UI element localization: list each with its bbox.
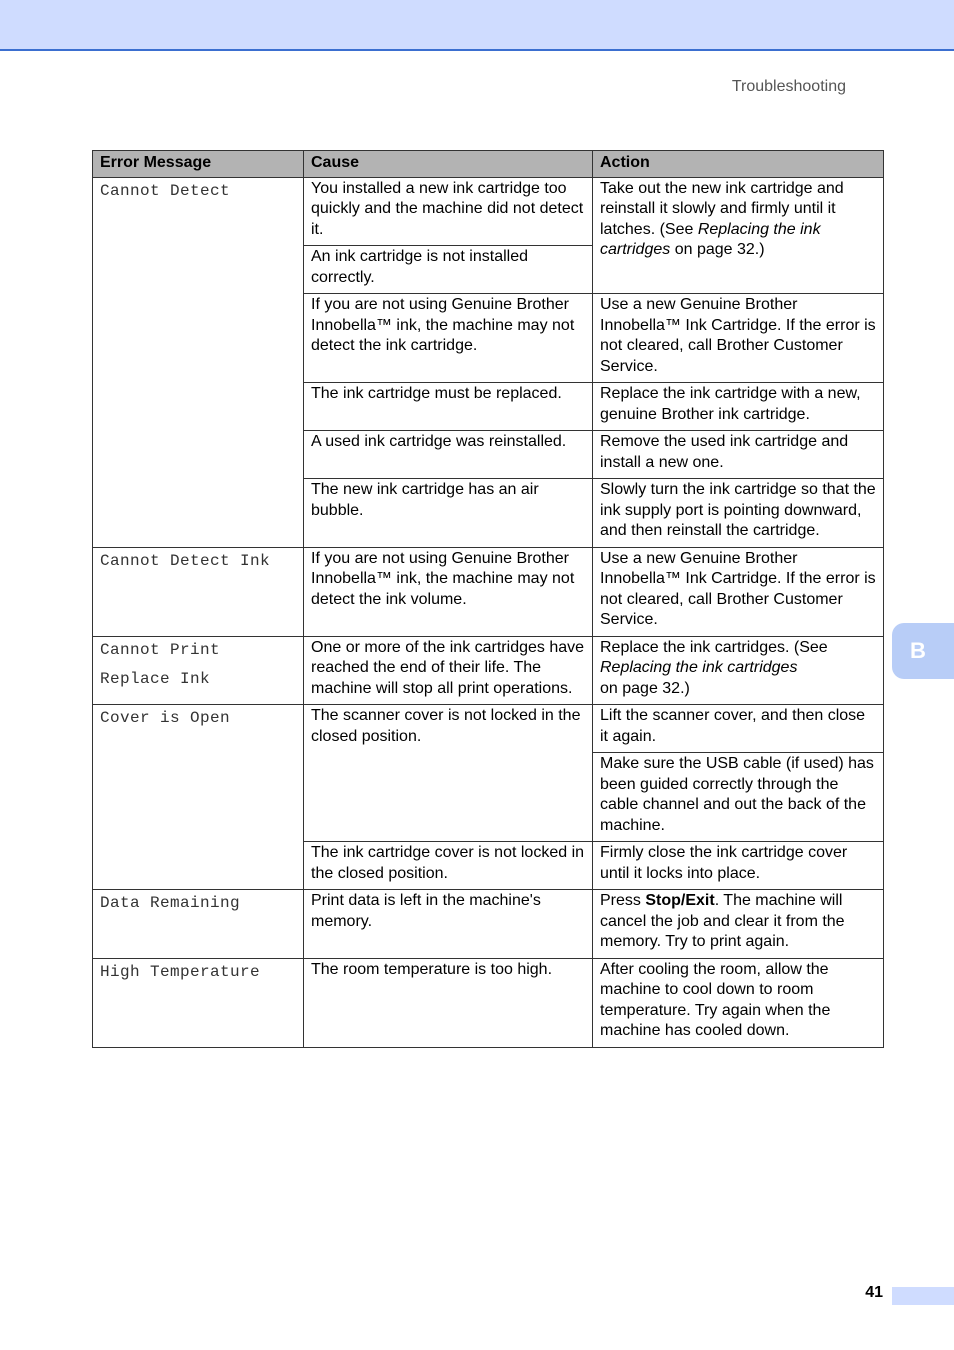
table-row bbox=[93, 636, 884, 705]
error-message: Cannot Detect Ink bbox=[100, 551, 271, 570]
cause-cell: The new ink cartridge has an air bubble. bbox=[304, 479, 593, 548]
cause-cell: A used ink cartridge was reinstalled. bbox=[304, 431, 593, 479]
action-cell: Slowly turn the ink cartridge so that the ink supply port is pointing downward, and then reinstall the cartridge. bbox=[593, 479, 884, 548]
action-cell: Remove the used ink cartridge and install a new one. bbox=[593, 431, 884, 479]
error-message: High Temperature bbox=[100, 962, 261, 981]
column-header: Error Message bbox=[93, 151, 304, 178]
error-message: Replace Ink bbox=[100, 670, 211, 688]
cause-cell: You installed a new ink cartridge too quickly and the machine did not detect it. bbox=[304, 177, 593, 246]
table-row bbox=[93, 958, 884, 1047]
action-cell: Replace the ink cartridge with a new, genuine Brother ink cartridge. bbox=[593, 383, 884, 431]
error-message-cell bbox=[93, 636, 304, 705]
cause-cell: An ink cartridge is not installed correctly. bbox=[304, 246, 593, 294]
error-message-cell bbox=[93, 958, 304, 1047]
running-header: Troubleshooting bbox=[731, 78, 846, 95]
action-cell: Lift the scanner cover, and then close it again. bbox=[593, 705, 884, 753]
table-row bbox=[93, 890, 884, 959]
action-cell: Use a new Genuine Brother Innobella™ Ink Cartridge. If the error is not cleared, call Brother Customer Service. bbox=[593, 294, 884, 383]
error-message-cell bbox=[93, 177, 304, 547]
error-message: Cannot Print bbox=[100, 640, 221, 659]
action-cell: Replace the ink cartridges. (See Replacing the ink cartridges on page 32.) bbox=[593, 636, 884, 705]
footer-band bbox=[892, 1287, 954, 1305]
cause-cell: Print data is left in the machine's memory. bbox=[304, 890, 593, 959]
error-message-cell bbox=[93, 890, 304, 959]
table-row bbox=[93, 177, 884, 246]
appendix-tab: B bbox=[892, 623, 954, 679]
action-cell: Firmly close the ink cartridge cover until it locks into place. bbox=[593, 842, 884, 890]
error-message: Cover is Open bbox=[100, 709, 231, 727]
action-cell: Take out the new ink cartridge and reinstall it slowly and firmly until it latches. (See Replacing the ink cartridges on page 32.) bbox=[593, 177, 884, 294]
action-cell: Press Stop/Exit. The machine will cancel the job and clear it from the memory. Try to print again. bbox=[593, 890, 884, 959]
error-message-cell bbox=[93, 547, 304, 636]
cause-cell: The scanner cover is not locked in the closed position. bbox=[304, 705, 593, 842]
table-row bbox=[93, 705, 884, 753]
table-row bbox=[93, 547, 884, 636]
cause-cell: If you are not using Genuine Brother Innobella™ ink, the machine may not detect the ink volume. bbox=[304, 547, 593, 636]
cause-cell: One or more of the ink cartridges have reached the end of their life. The machine will stop all print operations. bbox=[304, 636, 593, 705]
cause-cell: The room temperature is too high. bbox=[304, 958, 593, 1047]
column-header: Action bbox=[593, 151, 884, 178]
header-band bbox=[0, 0, 954, 51]
cause-cell: If you are not using Genuine Brother Innobella™ ink, the machine may not detect the ink cartridge. bbox=[304, 294, 593, 383]
error-message: Cannot Detect bbox=[100, 181, 231, 200]
action-cell: Use a new Genuine Brother Innobella™ Ink Cartridge. If the error is not cleared, call Brother Customer Service. bbox=[593, 547, 884, 636]
action-cell: After cooling the room, allow the machine to cool down to room temperature. Try again when the machine has cooled down. bbox=[593, 958, 884, 1047]
cause-cell: The ink cartridge must be replaced. bbox=[304, 383, 593, 431]
page-number: 41 bbox=[865, 1284, 883, 1301]
error-message-table bbox=[92, 150, 884, 1048]
table-header-row bbox=[93, 151, 884, 178]
error-message-cell bbox=[93, 705, 304, 890]
error-message: Data Remaining bbox=[100, 894, 241, 912]
action-cell: Make sure the USB cable (if used) has been guided correctly through the cable channel and out the back of the machine. bbox=[593, 753, 884, 842]
column-header: Cause bbox=[304, 151, 593, 178]
cause-cell: The ink cartridge cover is not locked in the closed position. bbox=[304, 842, 593, 890]
